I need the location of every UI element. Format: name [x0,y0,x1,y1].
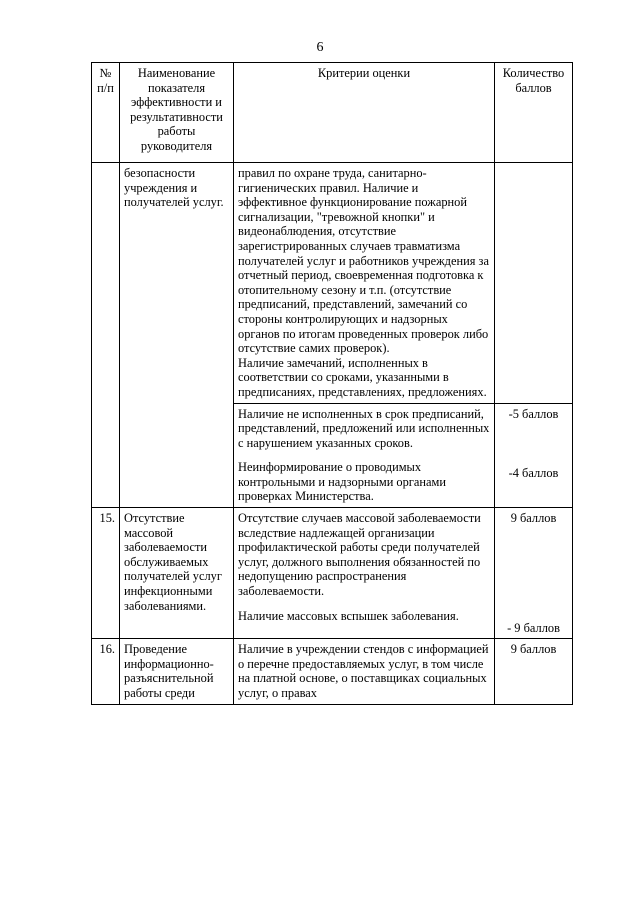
header-indicator: Наименование показателя эффективности и результативности работы руководителя [120,63,234,163]
points-value: -5 баллов [508,406,559,421]
cell-indicator-15: Отсутствие массовой заболеваемости обслуживаемых получателей услуг инфекционными заболеваниями. [120,508,234,639]
cell-points-15 [495,508,573,639]
cell-num-16: 16. [92,639,120,704]
cell-num-cont [92,163,120,508]
criteria-text: Неинформирование о проводимых контрольными и надзорными органами проверках Министерства. [238,460,446,504]
cell-points-cont-a [495,163,573,404]
cell-points-16: 9 баллов [495,639,573,704]
points-value: - 9 баллов [507,620,560,635]
table-header-row [92,63,573,163]
cell-indicator-cont: безопасности учреждения и получателей услуг. [120,163,234,508]
table-row-16 [92,639,573,704]
table-row-15 [92,508,573,639]
cell-indicator-16: Проведение информационно-разъяснительной работы среди [120,639,234,704]
criteria-text: Наличие замечаний, исполненных в соответствии со сроками, указанными в предписаниях, представлениях, предложениях. [238,355,487,399]
cell-num-15: 15. [92,508,120,639]
cell-criteria-cont-a [234,163,495,404]
criteria-text: Наличие массовых вспышек заболевания. [238,608,459,623]
cell-criteria-cont-b [234,403,495,508]
criteria-text: правил по охране труда, санитарно-гигиенических правил. Наличие и эффективное функционирование пожарной сигнализации, "тревожной кнопки" и видеонаблюдения, отсутствие зарегистрированных случаев травматизма получателей услуг и работников учреждения за отчетный период, своевременная подготовка к отопительному сезону и т.п. (отсутствие предписаний, представлений, замечаний со стороны контролирующих и надзорных органов по итогам проведенных проверок либо отсутствие самих проверок). [238,166,489,356]
criteria-table [91,62,573,705]
points-value: 9 баллов [510,511,557,526]
page-number: 6 [316,40,324,55]
cell-criteria-15 [234,508,495,639]
cell-points-cont-b [495,403,573,508]
criteria-text: Наличие не исполненных в срок предписаний, представлений, предложений или исполненных с нарушением указанных сроков. [238,406,490,450]
header-points: Количество баллов [495,63,573,163]
cell-criteria-16: Наличие в учреждении стендов с информацией о перечне предоставляемых услуг, в том числе на платной основе, о поставщиках социальных услуг, о правах [234,639,495,704]
criteria-text: Отсутствие случаев массовой заболеваемости вследствие надлежащей организации профилактической работы среди получателей услуг, должного выполнения обязанностей по недопущению распространения заболеваемости. [238,511,481,599]
table-row-continuation-a [92,163,573,404]
header-num: № п/п [92,63,120,163]
header-criteria: Критерии оценки [234,63,495,163]
points-value: -4 баллов [508,466,559,481]
